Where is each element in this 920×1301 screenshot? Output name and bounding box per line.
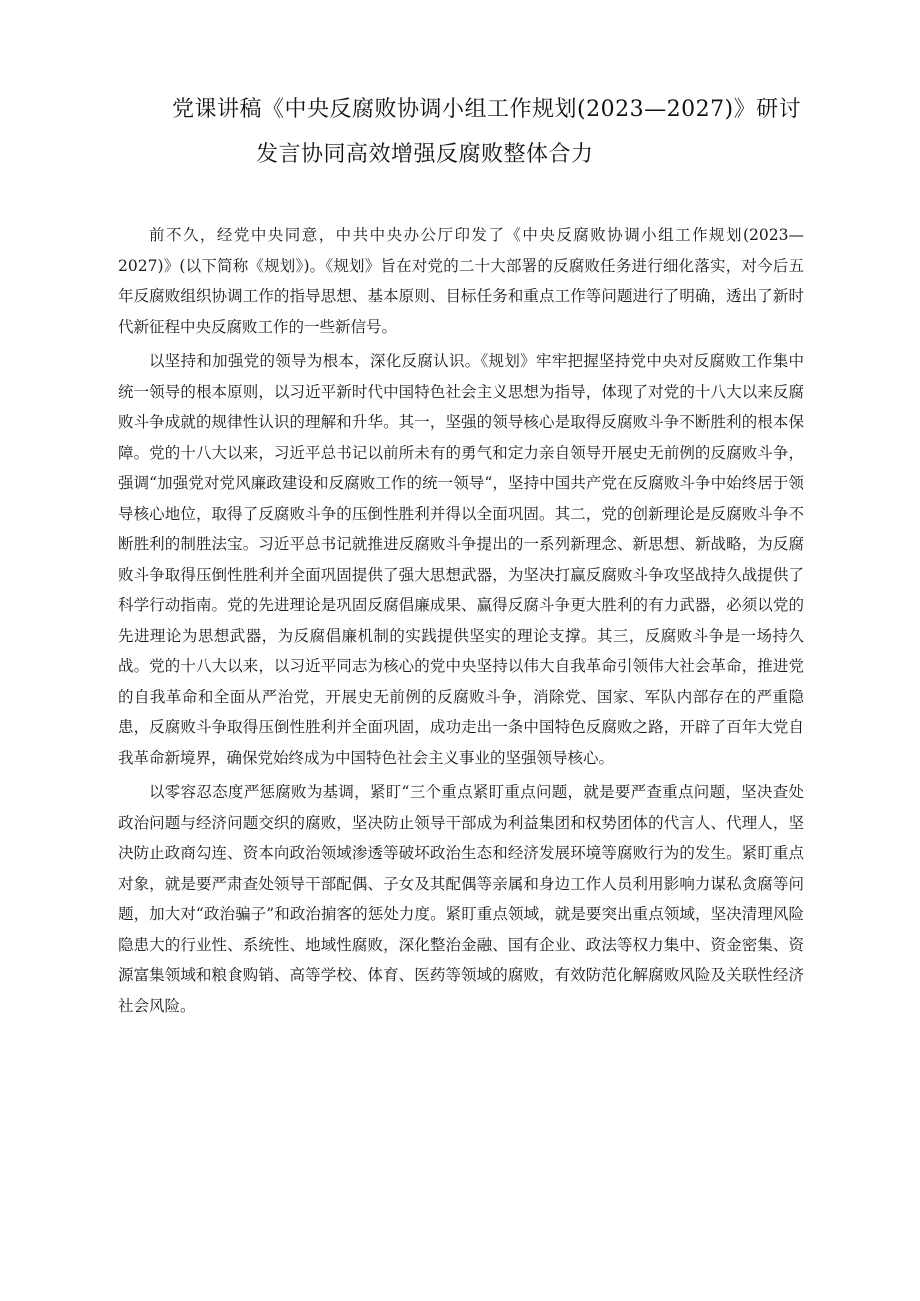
- paragraph-intro: 前不久，经党中央同意，中共中央办公厅印发了《中央反腐败协调小组工作规划(2023—2027)》(以下简称《规划》)。《规划》旨在对党的二十大部署的反腐败任务进行细化落实，对今后五年反腐败组织协调工作的指导思想、基本原则、目标任务和重点工作等问题进行了明确，透出了新时代新征程中央反腐败工作的一些新信号。: [118, 226, 804, 336]
- document-body: [118, 220, 804, 1025]
- document-title-line-2: 发言协同高效增强反腐败整体合力: [256, 142, 594, 167]
- document-title-line-1: 党课讲稿《中央反腐败协调小组工作规划(2023—2027)》研讨: [172, 97, 802, 122]
- paragraph-party-leadership: 以坚持和加强党的领导为根本，深化反腐认识。《规划》牢牢把握坚持党中央对反腐败工作集中统一领导的根本原则，以习近平新时代中国特色社会主义思想为指导，体现了对党的十八大以来反腐败斗争成就的规律性认识的理解和升华。其一，坚强的领导核心是取得反腐败斗争不断胜利的根本保障。党的十八大以来，习近平总书记以前所未有的勇气和定力亲自领导开展史无前例的反腐败斗争，强调“加强党对党风廉政建设和反腐败工作的统一领导“，坚持中国共产党在反腐败斗争中始终居于领导核心地位，取得了反腐败斗争的压倒性胜利并得以全面巩固。其二，党的创新理论是反腐败斗争不断胜利的制胜法宝。习近平总书记就推进反腐败斗争提出的一系列新理念、新思想、新战略，为反腐败斗争取得压倒性胜利并全面巩固提供了强大思想武器，为坚决打赢反腐败斗争攻坚战持久战提供了科学行动指南。党的先进理论是巩固反腐倡廉成果、赢得反腐斗争更大胜利的有力武器，必须以党的先进理论为思想武器，为反腐倡廉机制的实践提供坚实的理论支撑。其三，反腐败斗争是一场持久战。党的十八大以来，以习近平同志为核心的党中央坚持以伟大自我革命引领伟大社会革命，推进党的自我革命和全面从严治党，开展史无前例的反腐败斗争，消除党、国家、军队内部存在的严重隐患，反腐败斗争取得压倒性胜利并全面巩固，成功走出一条中国特色反腐败之路，开辟了百年大党自我革命新境界，确保党始终成为中国特色社会主义事业的坚强领导核心。: [118, 352, 804, 767]
- paragraph-zero-tolerance: 以零容忍态度严惩腐败为基调，紧盯“三个重点紧盯重点问题，就是要严查重点问题，坚决查处政治问题与经济问题交织的腐败，坚决防止领导干部成为利益集团和权势团体的代言人、代理人，坚决防止政商勾连、资本向政治领域渗透等破坏政治生态和经济发展环境等腐败行为的发生。紧盯重点对象，就是要严肃查处领导干部配偶、子女及其配偶等亲属和身边工作人员利用影响力谋私贪腐等问题，加大对“政治骗子”和政治掮客的惩处力度。紧盯重点领域，就是要突出重点领域，坚决清理风险隐患大的行业性、系统性、地域性腐败，深化整治金融、国有企业、政法等权力集中、资金密集、资源富集领域和粮食购销、高等学校、体育、医药等领域的腐败，有效防范化解腐败风险及关联性经济社会风险。: [118, 783, 804, 1015]
